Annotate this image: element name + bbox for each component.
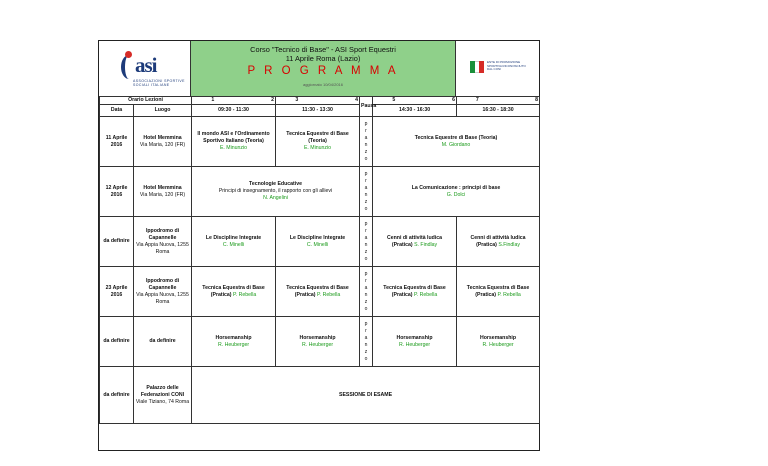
place-name: Palazzo delle Federazioni CONI	[140, 384, 185, 398]
session-cell	[192, 267, 276, 317]
session-sub: (Pratica)	[391, 241, 413, 248]
asi-logo-caption: ASSOCIAZIONI SPORTIVE SOCIALI ITALIANE	[133, 79, 185, 87]
session-cell	[373, 217, 457, 267]
session-title: Horsemanship	[396, 334, 433, 341]
session-title: Tecnica Equestra di Base	[466, 284, 530, 291]
row-date: da definire	[100, 367, 134, 424]
table-row	[100, 267, 540, 317]
session-cell	[373, 317, 457, 367]
row-place	[134, 117, 192, 167]
session-teacher: R. Heuberger	[217, 341, 250, 348]
session-teacher: S.Findlay	[498, 241, 520, 248]
session-title: Il mondo ASI e l'Ordinamento Sportivo Italiano (Teoria)	[197, 131, 270, 144]
slot-2: 2	[234, 97, 276, 105]
time-slot-4: 16:30 - 18:30	[457, 105, 540, 117]
session-teacher: N. Angelini	[263, 195, 288, 201]
session-title: Le Discipline Integrate	[205, 234, 262, 241]
data-label: Data	[100, 105, 134, 117]
session-title: Horsemanship	[479, 334, 517, 341]
table-row	[100, 117, 540, 167]
orario-label: Orario Lezioni	[100, 97, 192, 105]
asi-logo	[99, 41, 191, 96]
session-teacher: C. Minelli	[222, 241, 245, 248]
asi-logo-mark: asi	[135, 53, 157, 77]
row-date: 23 Aprile 2016	[100, 267, 134, 317]
slot-6: 6	[415, 97, 457, 105]
pranzo-cell: p r a n z o	[360, 167, 373, 217]
session-title: Tecnica Equestra di Base	[383, 284, 446, 291]
pausa-label: Pausa	[360, 97, 373, 117]
slot-number-row	[100, 97, 540, 105]
session-cell	[192, 117, 276, 167]
asi-dot-icon	[125, 51, 132, 58]
table-row	[100, 167, 540, 217]
italian-flag-icon	[470, 61, 484, 73]
session-teacher: P. Rebella	[316, 291, 341, 298]
session-title: Tecnologie Educative	[249, 181, 302, 187]
session-title: Horsemanship	[299, 334, 336, 341]
session-teacher: R. Heuberger	[301, 341, 334, 348]
coni-logo	[455, 41, 539, 96]
slot-8: 8	[498, 97, 540, 105]
course-subtitle: 11 Aprile Roma (Lazio)	[285, 54, 361, 63]
session-title: Tecnica Equestre di Base (Teoria)	[286, 131, 349, 144]
place-address: Via Appia Nuova, 1255 Roma	[136, 291, 189, 305]
session-title: Horsemanship	[215, 334, 252, 341]
session-cell	[192, 167, 360, 217]
session-cell	[192, 317, 276, 367]
session-sub: (Pratica)	[294, 291, 316, 298]
schedule-table	[99, 96, 540, 424]
coni-logo-caption: ENTE DI PROMOZIONE SPORTIVA RICONOSCIUTO DAL CONI	[487, 60, 526, 72]
pranzo-cell: p r a n z o	[360, 317, 373, 367]
session-cell	[192, 217, 276, 267]
row-place: da definire	[134, 317, 192, 367]
session-title: La Comunicazione : principi di base	[411, 184, 501, 191]
session-cell	[457, 267, 540, 317]
session-sub: (Pratica)	[391, 291, 413, 298]
row-place	[134, 167, 192, 217]
row-place	[134, 217, 192, 267]
session-sub: (Pratica)	[475, 291, 497, 298]
session-teacher: P. Rebella	[232, 291, 257, 298]
session-cell	[276, 267, 360, 317]
row-place	[134, 267, 192, 317]
session-title: Tecnica Equestra di Base	[202, 284, 265, 291]
session-title: Le Discipline Integrate	[289, 234, 346, 241]
session-teacher: P. Rebella	[497, 291, 521, 298]
slot-1: 1	[192, 97, 234, 105]
place-address: Via Maria, 120 (FR)	[139, 191, 186, 198]
session-title: Tecnica Equestra di Base	[286, 284, 349, 291]
time-slot-2: 11:30 - 13:30	[276, 105, 360, 117]
pranzo-cell: p r a n z o	[360, 117, 373, 167]
course-title: Corso "Tecnico di Base" - ASI Sport Equestri	[250, 45, 396, 54]
place-name: Ippodromo di Capannelle	[145, 227, 180, 241]
pranzo-cell: p r a n z o	[360, 267, 373, 317]
session-cell	[457, 217, 540, 267]
table-row	[100, 367, 540, 424]
schedule-sheet	[98, 40, 540, 451]
session-desc: Principi di insegnamento, il rapporto con gli allievi	[218, 188, 333, 194]
session-teacher: E. Minunzio	[219, 145, 248, 151]
place-name: Hotel Memmina	[143, 134, 182, 141]
session-cell	[276, 317, 360, 367]
session-teacher: E. Minunzio	[303, 145, 332, 151]
row-date: 11 Aprile 2016	[100, 117, 134, 167]
place-name: Ippodromo di Capannelle	[145, 277, 180, 291]
session-title: Tecnica Equestre di Base (Teoria)	[414, 134, 498, 141]
session-cell	[276, 117, 360, 167]
session-teacher: R. Heuberger	[398, 341, 431, 348]
slot-5: 5	[373, 97, 415, 105]
session-teacher: R. Heuberger	[482, 341, 514, 348]
slot-7: 7	[457, 97, 498, 105]
session-sub: (Pratica)	[476, 241, 497, 248]
session-cell	[373, 167, 540, 217]
session-cell	[457, 317, 540, 367]
table-row	[100, 217, 540, 267]
place-address: Via Appia Nuova, 1255 Roma	[136, 241, 189, 255]
header	[99, 41, 539, 96]
session-title: Cenni di attività ludica	[470, 234, 526, 241]
slot-4: 4	[318, 97, 360, 105]
title-band	[191, 41, 455, 96]
time-slot-3: 14:30 - 16:30	[373, 105, 457, 117]
update-note: aggiornato 10/04/2016	[302, 82, 344, 87]
table-row	[100, 317, 540, 367]
session-teacher: M. Giordano	[441, 141, 471, 148]
time-slot-1: 09:30 - 11:30	[192, 105, 276, 117]
row-date: da definire	[100, 217, 134, 267]
place-address: Via Maria, 120 (FR)	[139, 141, 186, 148]
slot-time-row	[100, 105, 540, 117]
pranzo-cell: p r a n z o	[360, 217, 373, 267]
session-cell	[373, 117, 540, 167]
session-teacher: G. Dolci	[446, 191, 466, 198]
row-date: 12 Aprile 2016	[100, 167, 134, 217]
exam-session: SESSIONE DI ESAME	[192, 367, 540, 424]
session-sub: (Pratica)	[210, 291, 232, 298]
row-date: da definire	[100, 317, 134, 367]
session-teacher: C. Minelli	[306, 241, 329, 248]
place-name: Hotel Memmina	[143, 184, 182, 191]
session-cell	[373, 267, 457, 317]
session-teacher: P. Rebella	[413, 291, 438, 298]
session-cell	[276, 217, 360, 267]
place-address: Viale Tiziano, 74 Roma	[135, 398, 190, 405]
row-place	[134, 367, 192, 424]
session-title: Cenni di attività ludica	[386, 234, 443, 241]
slot-3: 3	[276, 97, 318, 105]
programma-heading: P R O G R A M M A	[247, 65, 399, 77]
luogo-label: Luogo	[134, 105, 192, 117]
session-teacher: S. Findlay	[414, 241, 438, 248]
